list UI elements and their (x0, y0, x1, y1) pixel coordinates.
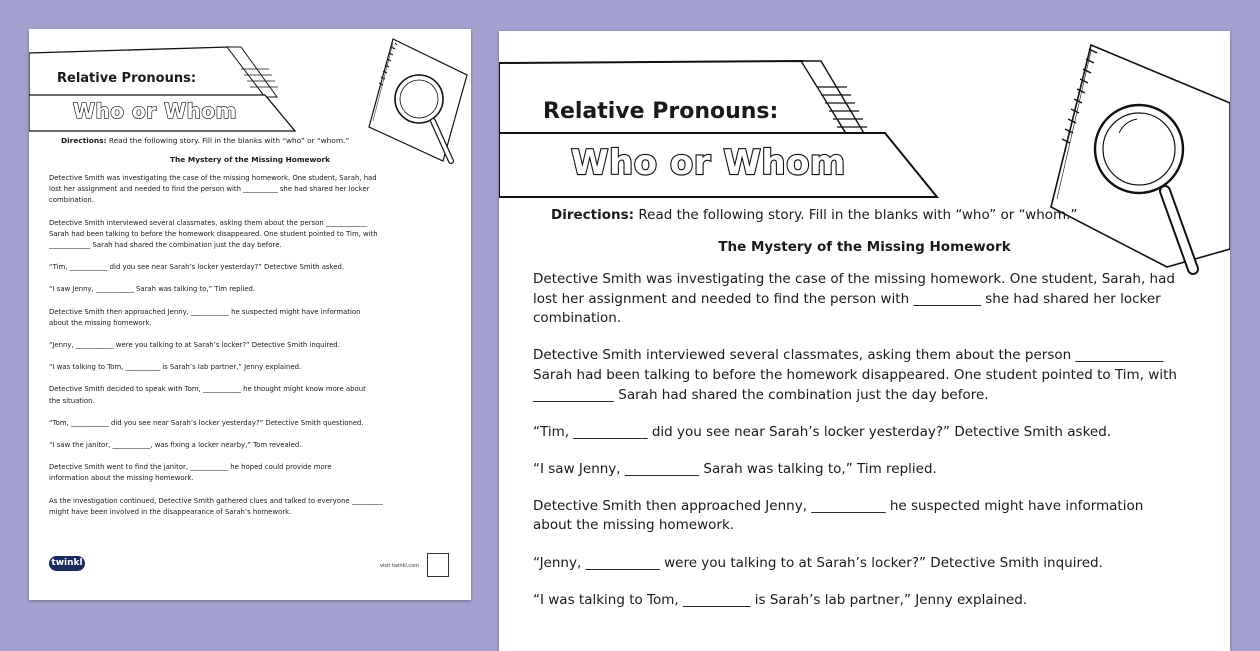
footer-badge-icon (427, 553, 449, 577)
story-line: might have been involved in the disappearance of Sarah’s homework. (49, 507, 292, 516)
footer-url: visit twinkl.com (380, 563, 420, 569)
story-line: “I was talking to Tom, __________ is Sarah’s lab partner,” Jenny explained. (533, 591, 1028, 608)
page-title: Who or Whom (571, 143, 846, 183)
story-line: ____________ Sarah had shared the combination just the day before. (533, 386, 989, 403)
story-line: information about the missing homework. (49, 474, 194, 483)
magnifying-glass-icon (393, 69, 457, 169)
story-line: about the missing homework. (533, 517, 735, 534)
story-line: ____________ Sarah had shared the combination just the day before. (49, 241, 282, 249)
story-line: “I saw the janitor, ___________, was fixing a locker nearby,” Tom revealed. (49, 441, 302, 449)
story-line: Sarah had been talking to before the homework disappeared. One student pointed to Tim, with (533, 366, 1177, 383)
directions: Directions: Read the following story. Fill in the blanks with “who” or “whom.” (551, 207, 1078, 223)
story-line: Detective Smith decided to speak with Tom, ___________ he thought might know more about (49, 385, 366, 394)
story-line: Detective Smith went to find the janitor, ___________ he hoped could provide more (49, 463, 332, 472)
heading: Relative Pronouns: (57, 71, 197, 86)
story-line: “I was talking to Tom, __________ is Sarah’s lab partner,” Jenny explained. (49, 363, 302, 372)
story-line: lost her assignment and needed to find the person with __________ she had shared her locker (49, 185, 370, 194)
story-line: Detective Smith then approached Jenny, ___________ he suspected might have information (533, 497, 1144, 514)
story-line: “Jenny, ___________ were you talking to at Sarah’s locker?” Detective Smith inquired. (533, 554, 1103, 571)
story-line: “Tim, ___________ did you see near Sarah’s locker yesterday?” Detective Smith asked. (533, 423, 1112, 440)
directions: Directions: Read the following story. Fill in the blanks with “who” or “whom.” (61, 136, 350, 145)
story-title: The Mystery of the Missing Homework (718, 239, 1011, 255)
story-line: “I saw Jenny, ___________ Sarah was talking to,” Tim replied. (49, 285, 256, 294)
worksheet-preview-large (499, 31, 1230, 651)
story-line: combination. (49, 196, 94, 205)
story-line: about the missing homework. (49, 318, 152, 327)
twinkl-logo-icon: twinkl (49, 556, 85, 571)
story-line: “Tom, ___________ did you see near Sarah’s locker yesterday?” Detective Smith questioned. (49, 418, 364, 427)
story-line: Detective Smith then approached Jenny, ___________ he suspected might have information (49, 307, 361, 316)
story-line: “Jenny, ___________ were you talking to at Sarah’s locker?” Detective Smith inquired. (49, 341, 340, 349)
story-line: Detective Smith was investigating the case of the missing homework. One student, Sarah, had (533, 271, 1175, 287)
story-line: “Tim, ___________ did you see near Sarah’s locker yesterday?” Detective Smith asked. (49, 263, 345, 272)
worksheet-preview-small (29, 29, 471, 600)
story-line: Detective Smith was investigating the case of the missing homework. One student, Sarah, had (49, 174, 377, 182)
story-line: Detective Smith interviewed several classmates, asking them about the person ____________ (49, 218, 368, 227)
story-title: The Mystery of the Missing Homework (169, 155, 331, 164)
page-title: Who or Whom (73, 99, 237, 123)
story-line: lost her assignment and needed to find the person with __________ she had shared her locker (533, 290, 1161, 307)
heading: Relative Pronouns: (543, 99, 779, 124)
story-line: Sarah had been talking to before the homework disappeared. One student pointed to Tim, with (49, 229, 378, 238)
story-line: “I saw Jenny, ___________ Sarah was talking to,” Tim replied. (533, 460, 937, 477)
story-line: As the investigation continued, Detective Smith gathered clues and talked to everyone _________ (49, 496, 383, 505)
story-line: Detective Smith interviewed several classmates, asking them about the person _____________ (533, 347, 1164, 364)
story-line: the situation. (49, 396, 95, 405)
story-line: combination. (533, 310, 622, 327)
